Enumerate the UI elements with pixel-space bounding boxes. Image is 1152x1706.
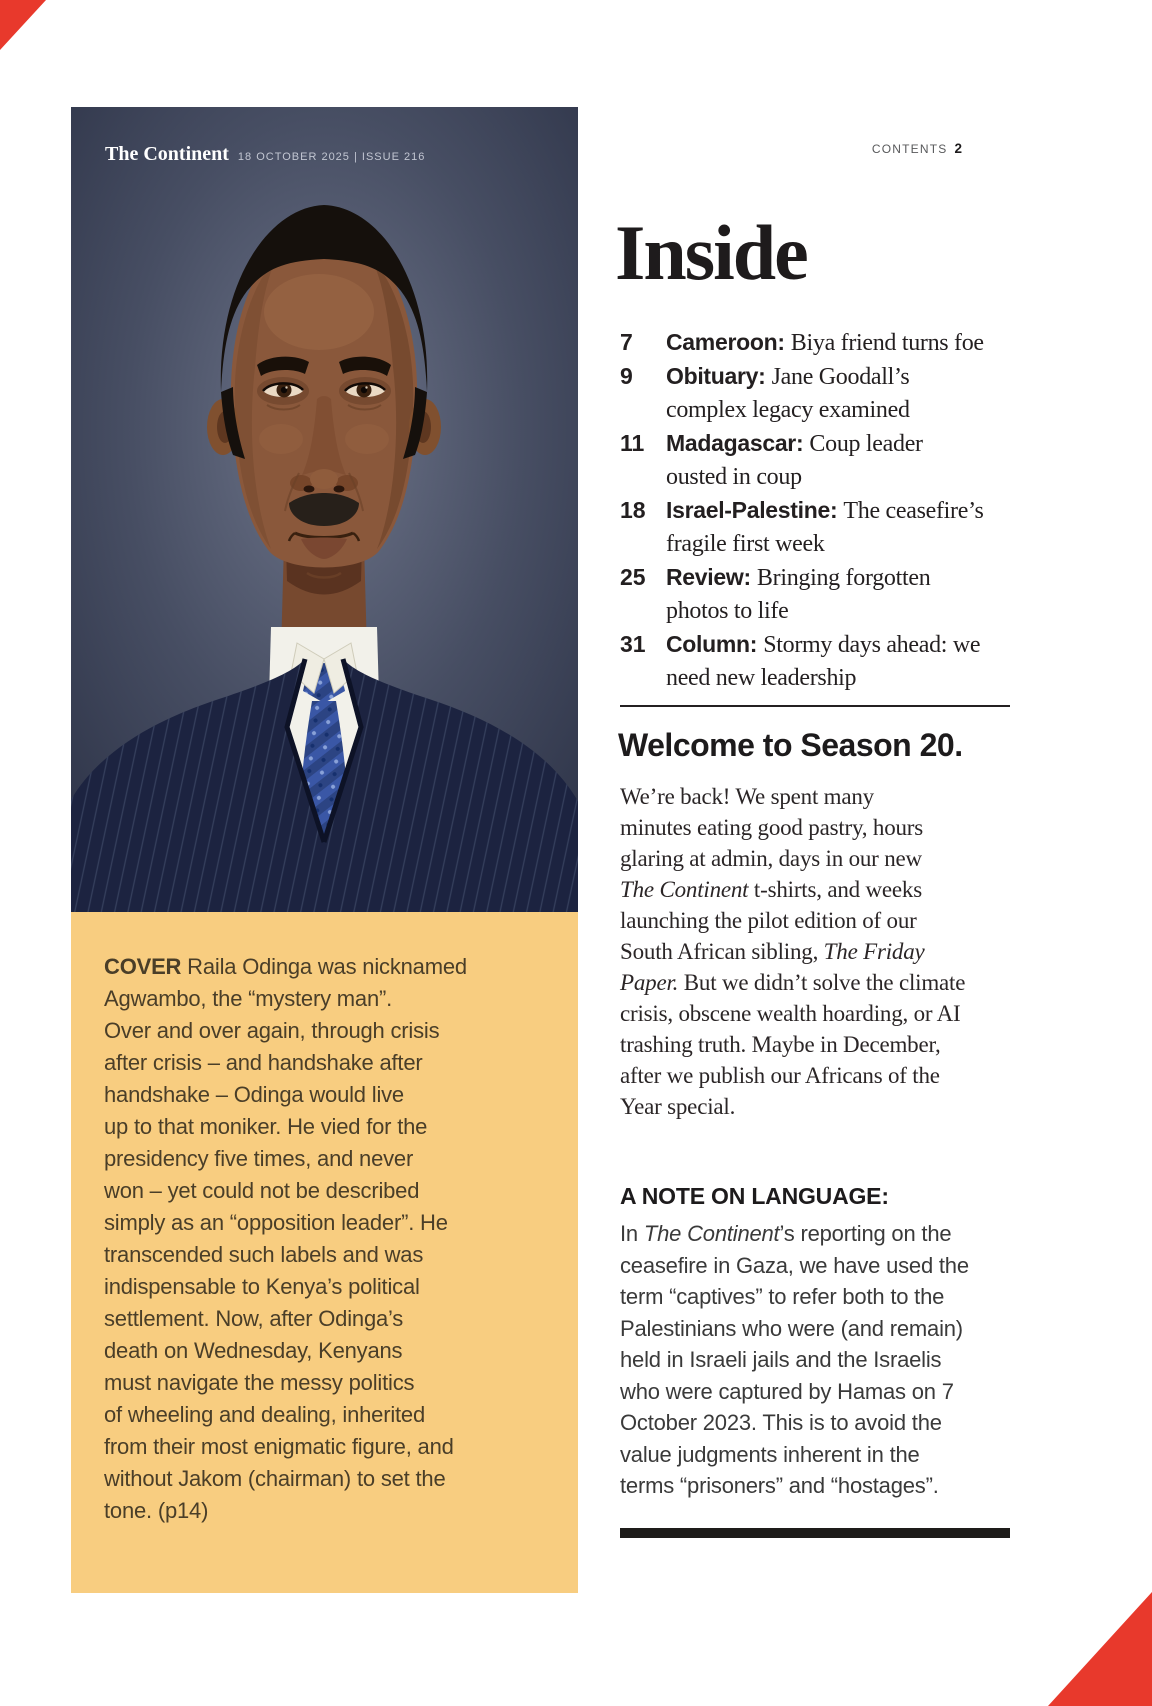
toc-section-label: Obituary:: [666, 363, 772, 389]
toc-entry-line: [666, 427, 1020, 461]
red-corner-accent-bottom-right: [1048, 1592, 1152, 1706]
welcome-heading: Welcome to Season 20.: [618, 727, 963, 763]
text-line: Palestinians who were (and remain): [620, 1315, 963, 1341]
page-number: 2: [954, 141, 962, 156]
toc-entry-line: [666, 561, 1020, 595]
toc-entry-title: Coup leader: [809, 431, 923, 457]
text-line: In The Continent’s reporting on the: [620, 1221, 952, 1246]
text-line: Paper. But we didn’t solve the climate: [620, 970, 966, 995]
toc-entry-line: photos to life: [666, 598, 789, 624]
text-line: We’re back! We spent many: [620, 784, 874, 809]
toc-page-number: 18: [620, 497, 646, 523]
toc-page-number: 11: [620, 430, 645, 456]
text-line: won – yet could not be described: [104, 1178, 420, 1203]
toc-page-number: 9: [620, 363, 633, 389]
toc-section-label: Cameroon:: [666, 329, 791, 355]
text-line: COVER Raila Odinga was nicknamed: [104, 954, 467, 979]
toc-entry-line: ousted in coup: [666, 464, 802, 490]
text-line: launching the pilot edition of our: [620, 908, 917, 933]
text-line: after we publish our Africans of the: [620, 1063, 940, 1088]
text-line: trashing truth. Maybe in December,: [620, 1032, 941, 1057]
odinga-portrait-illustration: [71, 107, 578, 912]
toc-item[interactable]: [620, 628, 1020, 695]
text-line: indispensable to Kenya’s political: [104, 1274, 420, 1299]
contents-label: CONTENTS: [871, 142, 948, 156]
toc-item[interactable]: [620, 561, 1020, 628]
toc-entry-line: fragile first week: [666, 531, 825, 557]
toc-entry-title: Stormy days ahead: we: [763, 632, 981, 658]
toc-page-number: 25: [620, 564, 646, 590]
welcome-body-text: [620, 781, 965, 1122]
text-line: term “captives” to refer both to the: [620, 1284, 945, 1309]
end-rule: [620, 1528, 1010, 1538]
text-line: without Jakom (chairman) to set the: [104, 1466, 446, 1491]
text-line: glaring at admin, days in our new: [620, 846, 922, 871]
cover-caption-text: [104, 951, 467, 1527]
text-line: presidency five times, and never: [104, 1146, 414, 1171]
section-title: Inside: [615, 209, 807, 296]
toc-page-number: 7: [620, 329, 633, 355]
page-header: [105, 143, 425, 166]
toc-entry-title: The ceasefire’s: [843, 498, 984, 524]
toc-entry-title: Bringing forgotten: [756, 565, 931, 591]
text-line: must navigate the messy politics: [104, 1370, 415, 1395]
toc-item[interactable]: [620, 360, 1020, 427]
cover-caption-box: [71, 912, 578, 1593]
toc-item[interactable]: [620, 494, 1020, 561]
cover-illustration: [71, 107, 578, 912]
text-line: ceasefire in Gaza, we have used the: [620, 1252, 969, 1278]
text-line: of wheeling and dealing, inherited: [104, 1402, 425, 1427]
text-line: simply as an “opposition leader”. He: [104, 1210, 448, 1235]
red-corner-accent-top-left: [0, 0, 46, 50]
language-note-heading: A NOTE ON LANGUAGE:: [620, 1183, 889, 1209]
text-line: settlement. Now, after Odinga’s: [104, 1306, 404, 1331]
toc-section-label: Column:: [666, 631, 764, 657]
divider-rule: [620, 705, 1010, 707]
text-line: transcended such labels and was: [104, 1242, 424, 1267]
toc-item[interactable]: [620, 427, 1020, 494]
text-line: October 2023. This is to avoid the: [620, 1410, 942, 1435]
text-line: value judgments inherent in the: [620, 1441, 920, 1467]
text-line: Over and over again, through crisis: [104, 1018, 440, 1043]
toc-entry-title: Jane Goodall’s: [771, 364, 910, 390]
toc-section-label: Review:: [666, 564, 757, 590]
toc-entry-line: [666, 494, 1020, 528]
text-line: up to that moniker. He vied for the: [104, 1114, 428, 1139]
toc-entry-line: [666, 326, 1020, 360]
folio: [872, 141, 962, 156]
toc-entry-line: [666, 360, 1020, 394]
text-line: from their most enigmatic figure, and: [104, 1434, 454, 1459]
toc-section-label: Israel-Palestine:: [666, 497, 844, 523]
text-line: terms “prisoners” and “hostages”.: [620, 1473, 939, 1498]
toc-entry-title: Biya friend turns foe: [790, 330, 984, 356]
text-line: after crisis – and handshake after: [104, 1050, 423, 1075]
toc-section-label: Madagascar:: [666, 430, 810, 456]
text-line: Agwambo, the “mystery man”.: [104, 986, 393, 1011]
text-line: who were captured by Hamas on 7: [620, 1378, 954, 1404]
text-line: minutes eating good pastry, hours: [620, 815, 924, 840]
text-line: held in Israeli jails and the Israelis: [620, 1347, 942, 1372]
issue-date-info: 18 OCTOBER 2025 | ISSUE 216: [237, 151, 426, 163]
masthead-title: The Continent: [105, 143, 229, 165]
toc-entry-line: [666, 628, 1020, 662]
toc-item[interactable]: [620, 326, 1020, 360]
toc-entry-line: need new leadership: [666, 665, 857, 691]
text-line: tone. (p14): [104, 1498, 209, 1523]
text-line: crisis, obscene wealth hoarding, or AI: [620, 1001, 961, 1026]
toc-entry-line: complex legacy examined: [666, 397, 910, 423]
text-line: South African sibling, The Friday: [620, 939, 925, 964]
text-line: The Continent t-shirts, and weeks: [620, 877, 922, 902]
language-note-text: [620, 1218, 969, 1502]
table-of-contents: [620, 326, 1020, 695]
toc-page-number: 31: [620, 631, 646, 657]
text-line: handshake – Odinga would live: [104, 1082, 404, 1107]
text-line: Year special.: [620, 1094, 736, 1119]
text-line: death on Wednesday, Kenyans: [104, 1338, 403, 1363]
